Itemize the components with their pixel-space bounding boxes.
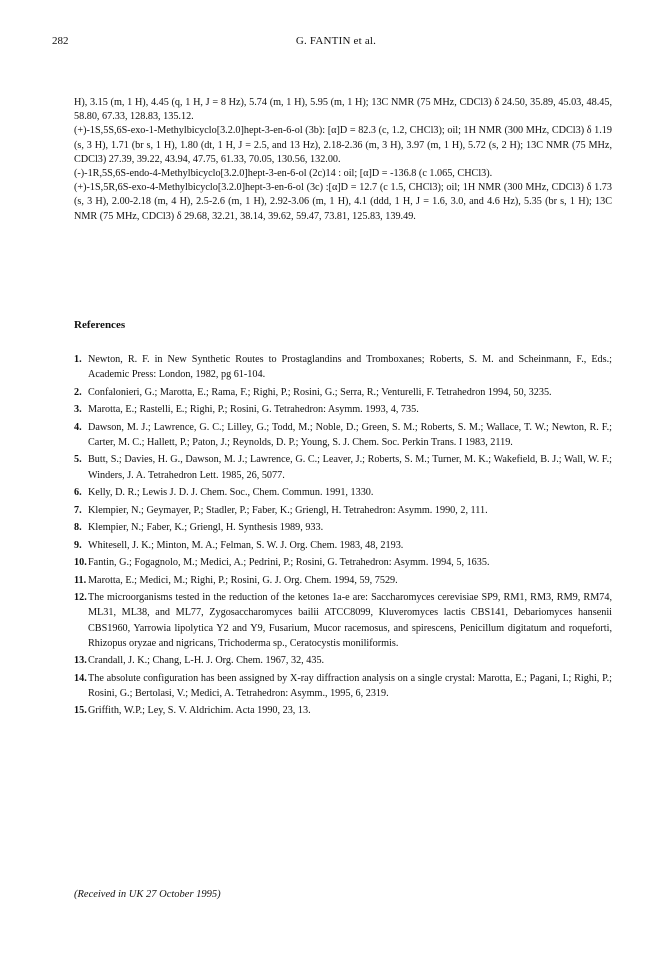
- reference-item: [74, 352, 612, 382]
- reference-item: [74, 503, 612, 518]
- reference-text: Griffith, W.P.; Ley, S. V. Aldrichim. Acta 1990, 23, 13.: [88, 705, 311, 717]
- experimental-paragraph: H), 3.15 (m, 1 H), 4.45 (q, 1 H, J = 8 Hz), 5.74 (m, 1 H), 5.95 (m, 1 H); 13C NMR (75 MHz, CDCl3) δ 24.50, 35.89, 45.03, 48.45, 58.80, 67.33, 128.83, 135.12.: [74, 97, 612, 123]
- references-heading: References: [74, 319, 126, 331]
- reference-number: 4.: [74, 421, 82, 433]
- reference-number: 9.: [74, 539, 82, 551]
- reference-item: [74, 590, 612, 651]
- reference-text: Newton, R. F. in New Synthetic Routes to Prostaglandins and Tromboxanes; Roberts, S. M. and Scheinmann, F., Eds.; Academic Press: London, 1982, pg 61-104.: [88, 354, 612, 381]
- experimental-section: [74, 96, 612, 224]
- references-list: [74, 352, 612, 721]
- reference-item: [74, 485, 612, 500]
- reference-item: [74, 452, 612, 482]
- reference-number: 5.: [74, 454, 82, 466]
- reference-item: [74, 520, 612, 535]
- reference-text: Klempier, N.; Faber, K.; Griengl, H. Synthesis 1989, 933.: [88, 522, 324, 534]
- reference-number: 10.: [74, 557, 87, 569]
- running-title: G. FANTIN et al.: [295, 35, 377, 47]
- reference-item: [74, 538, 612, 553]
- experimental-paragraph: (+)-1S,5R,6S-exo-4-Methylbicyclo[3.2.0]hept-3-en-6-ol (3c) :[α]D = 12.7 (c 1.5, CHCl3); oil; 1H NMR (300 MHz, CDCl3) δ 1.73 (s, 3 H), 2.00-2.18 (m, 4 H), 2.5-2.6 (m, 1 H), 2.92-3.06 (m, 1 H), 4.1 (ddd, 1 H, J = 1.6, 3.0, and 4.6 Hz), 5.35 (br s, 1 H); 13C NMR (75 MHz, CDCl3) δ 29.68, 32.21, 38.14, 39.62, 59.47, 73.81, 125.83, 139.49.: [74, 182, 612, 222]
- reference-item: [74, 573, 612, 588]
- reference-text: Kelly, D. R.; Lewis J. D. J. Chem. Soc., Chem. Commun. 1991, 1330.: [88, 487, 374, 499]
- page-number: 282: [52, 35, 69, 47]
- reference-item: [74, 402, 612, 417]
- page-header: [52, 35, 620, 51]
- reference-number: 1.: [74, 354, 82, 365]
- reference-text: Whitesell, J. K.; Minton, M. A.; Felman, S. W. J. Org. Chem. 1983, 48, 2193.: [88, 539, 404, 551]
- reference-item: [74, 555, 612, 570]
- reference-text: Confalonieri, G.; Marotta, E.; Rama, F.; Righi, P.; Rosini, G.; Serra, R.; Venturelli, F. Tetrahedron 1994, 50, 3235.: [88, 386, 552, 398]
- reference-text: Marotta, E.; Rastelli, E.; Righi, P.; Rosini, G. Tetrahedron: Asymm. 1993, 4, 735.: [88, 404, 419, 416]
- reference-text: Crandall, J. K.; Chang, L-H. J. Org. Chem. 1967, 32, 435.: [88, 655, 325, 667]
- reference-text: Butt, S.; Davies, H. G., Dawson, M. J.; Lawrence, G. C.; Leaver, J.; Roberts, S. M.; Turner, M. K.; Wakefield, B. J.; Wall, W. F.; Winders, J. A. Tetrahedron Lett. 1985, 26, 5077.: [88, 454, 612, 481]
- reference-text: Klempier, N.; Geymayer, P.; Stadler, P.; Faber, K.; Griengl, H. Tetrahedron: Asymm. 1990, 2, 111.: [88, 504, 488, 516]
- reference-text: The microorganisms tested in the reduction of the ketones 1a-e are: Saccharomyces cerevisiae SP9, RM1, RM3, RM9, RM74, ML31, ML38, and ML77, Zygosaccharomyces bailii ATCC8099, Kluveromyces lactis CBS141, Debariomyces hansenii CBS1960, Yarrowia lipolytica Y2 and Y9, Fusarium, Mucor racemosus, and spirescens, Penicillum digitatum and roqueforti, Rhizopus oryzae and nigricans, Trichoderma sp., Ceratocystis moniliformis.: [88, 592, 612, 649]
- reference-number: 2.: [74, 386, 82, 398]
- reference-number: 15.: [74, 705, 87, 717]
- reference-number: 3.: [74, 404, 82, 416]
- reference-number: 8.: [74, 522, 82, 534]
- reference-text: The absolute configuration has been assigned by X-ray diffraction analysis on a single crystal: Marotta, E.; Pagani, I.; Righi, P.; Rosini, G.; Bertolasi, V.; Medici, A. Tetrahedron: Asymm., 1995, 6, 2319.: [88, 672, 612, 699]
- reference-item: [74, 671, 612, 701]
- reference-number: 13.: [74, 655, 87, 667]
- reference-item: [74, 420, 612, 450]
- reference-text: Marotta, E.; Medici, M.; Righi, P.; Rosini, G. J. Org. Chem. 1994, 59, 7529.: [88, 574, 398, 586]
- received-date: (Received in UK 27 October 1995): [74, 889, 221, 900]
- reference-item: [74, 653, 612, 668]
- experimental-paragraph: (-)-1R,5S,6S-endo-4-Methylbicyclo[3.2.0]hept-3-en-6-ol (2c)14 : oil; [α]D = -136.8 (c 1.065, CHCl3).: [74, 168, 493, 180]
- experimental-paragraph: (+)-1S,5S,6S-exo-1-Methylbicyclo[3.2.0]hept-3-en-6-ol (3b): [α]D = 82.3 (c, 1.2, CHCl3); oil; 1H NMR (300 MHz, CDCl3) δ 1.19 (s, 3 H), 1.71 (br s, 1 H), 1.80 (dt, 1 H, J = 2.5, and 13 Hz), 2.18-2.36 (m, 3 H), 3.97 (m, 1 H), 5.72 (s, 2 H); 13C NMR (75 MHz, CDCl3) 27.39, 39.22, 43.94, 47.75, 61.33, 70.05, 130.56, 132.00.: [74, 125, 612, 165]
- reference-number: 14.: [74, 672, 87, 684]
- reference-number: 6.: [74, 487, 82, 499]
- reference-number: 11.: [74, 574, 87, 586]
- reference-text: Fantin, G.; Fogagnolo, M.; Medici, A.; Pedrini, P.; Rosini, G. Tetrahedron: Asymm. 1994, 5, 1635.: [88, 557, 490, 569]
- reference-item: [74, 385, 612, 400]
- reference-number: 12.: [74, 592, 87, 604]
- reference-text: Dawson, M. J.; Lawrence, G. C.; Lilley, G.; Todd, M.; Noble, D.; Green, S. M.; Roberts, S. M.; Wallace, T. W.; Newton, R. F.; Carter, M. C.; Hallett, P.; Paton, J.; Reynolds, D. P.; Young, S. J. Chem. Soc. Perkin Trans. I 1983, 2119.: [88, 421, 612, 448]
- reference-number: 7.: [74, 504, 82, 516]
- reference-item: [74, 703, 612, 718]
